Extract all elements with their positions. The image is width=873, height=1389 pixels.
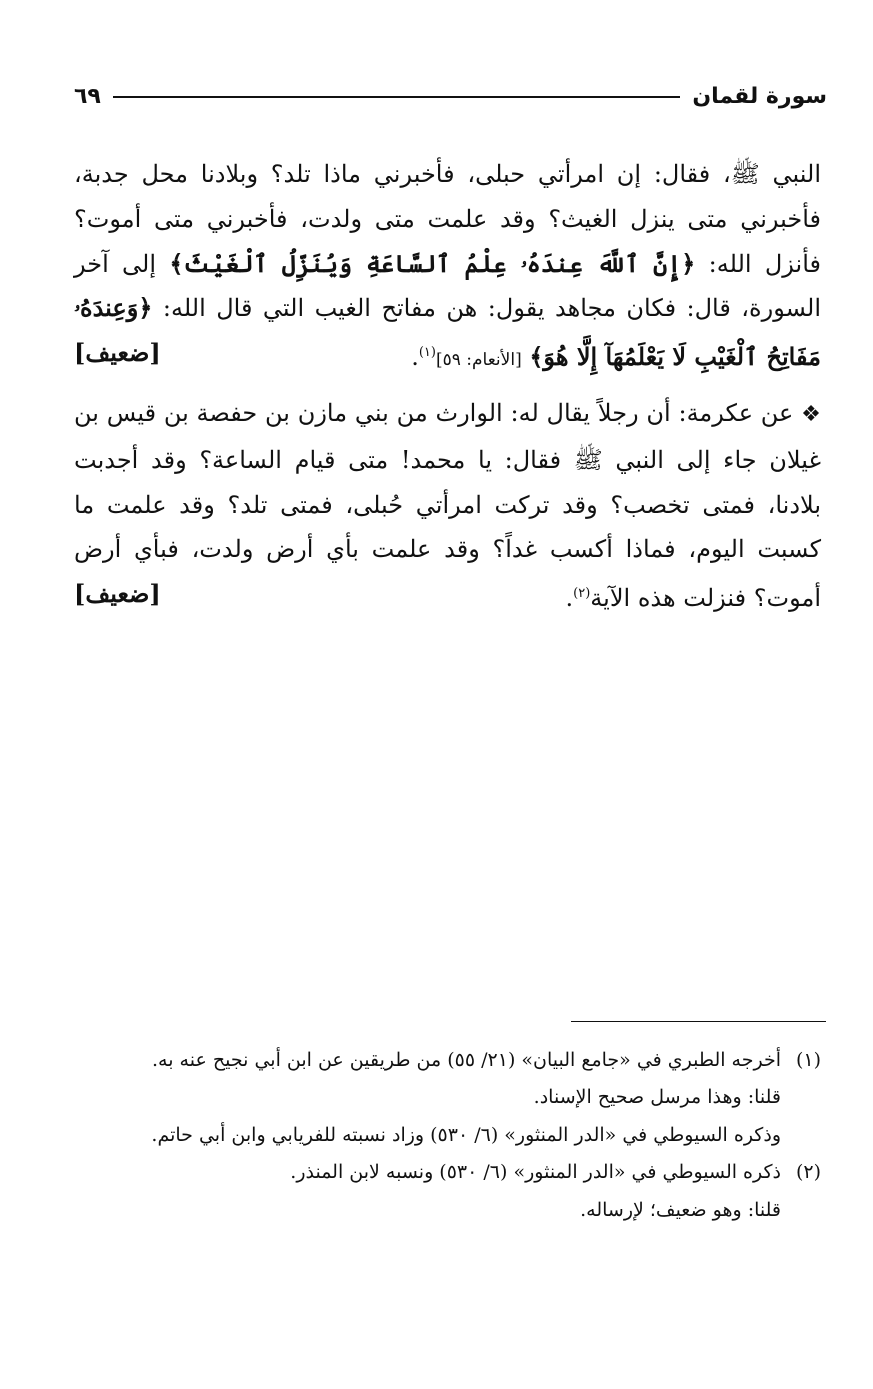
footnote-1-line-1 [74,1042,821,1079]
footnote-text: أخرجه الطبري في «جامع البيان» (٢١/ ٥٥) من طريقين عن ابن أبي نجيح عنه به. [152,1049,781,1071]
paragraph-1-text-2: إلى آخر السورة، قال: فكان مجاهد يقول: هن مفاتح الغيب التي قال الله: [74,249,822,323]
grade-badge-2: [ضعيف] [74,579,161,609]
diamond-bullet-icon: ❖ [801,401,821,427]
footnote-number-1: (١) [795,1049,821,1071]
footnote-1-line-2 [74,1079,821,1116]
paragraph-2: ❖ عن عكرمة: أن رجلاً يقال له: الوارث من بني مازن بن حفصة بن قيس بن غيلان جاء إلى النبي ﷺ فقال: يا محمد! متى قيام الساعة؟ وقد أجدبت بلادنا، فمتى تخصب؟ وقد تركت امرأتي حُبلى، فمتى تلد؟ وقد علمت ما كسبت اليوم، فماذا أكسب غداً؟ وقد علمت بأي أرض ولدت، فبأي أرض أموت؟ فنزلت هذه الآية$^{(٢)}$. [ضعيف] [74,391,821,621]
grade-badge-1: [ضعيف] [74,338,161,368]
paragraph-2-text: عن عكرمة: أن رجلاً يقال له: الوارث من بني مازن بن حفصة بن قيس بن غيلان جاء إلى النبي ﷺ فقال: يا محمد! متى قيام الساعة؟ وقد أجدبت بلادنا، فمتى تخصب؟ وقد تركت امرأتي حُبلى، فمتى تلد؟ وقد علمت ما كسبت اليوم، فماذا أكسب غداً؟ وقد علمت بأي أرض ولدت، فبأي أرض أموت؟ فنزلت هذه الآية [74,398,822,613]
surah-title: سورة لقمان [692,84,827,109]
footnote-text: قلنا: وهذا مرسل صحيح الإسناد. [533,1086,781,1109]
footnote-number-2: (٢) [795,1161,821,1184]
footnotes [74,1042,821,1229]
footnote-text: قلنا: وهو ضعيف؛ لإرساله. [580,1198,781,1221]
page-header [74,84,827,109]
verse-citation: [الأنعام: ٥٩] [435,350,522,371]
footnote-1-line-3 [74,1117,821,1154]
footnote-2-line-1 [74,1154,821,1191]
footnote-text: ذكره السيوطي في «الدر المنثور» (٦/ ٥٣٠) ونسبه لابن المنذر. [290,1161,781,1184]
footnote-2-line-2 [74,1192,821,1229]
paragraph-1-text: النبي ﷺ، فقال: إن امرأتي حبلى، فأخبرني ماذا تلد؟ وبلادنا محل جدبة، فأخبرني متى ينزل الغيث؟ وقد علمت متى ولدت، فأخبرني متى أموت؟ فأنزل الله: [74,160,821,278]
quran-verse-2: ﴿وَعِندَهُۥ مَفَاتِحُ ٱلْغَيْبِ لَا يَعْلَمُهَآ إِلَّا هُوَ﴾ [74,293,821,372]
paragraph-1: النبي ﷺ، فقال: إن امرأتي حبلى، فأخبرني ماذا تلد؟ وبلادنا محل جدبة، فأخبرني متى ينزل الغيث؟ وقد علمت متى ولدت، فأخبرني متى أموت؟ فأنزل الله: ﴿إِنَّ ٱللَّهَ عِندَهُۥ عِلْمُ ٱلسَّاعَةِ وَيُنَزِّلُ ٱلْغَيْثَ﴾ إلى آخر السورة، قال: فكان مجاهد يقول: هن مفاتح الغيب التي قال الله: ﴿وَعِندَهُۥ مَفَاتِحُ ٱلْغَيْبِ لَا يَعْلَمُهَآ إِلَّا هُوَ﴾ [الأنعام: ٥٩]$^{(١)}$. [ضعيف] [74,152,821,383]
main-text [74,152,821,621]
footnote-separator [571,1021,826,1022]
header-rule [113,96,681,98]
page-number: ٦٩ [74,84,101,109]
footnote-ref-2: (٢) [573,586,591,602]
quran-verse-1: ﴿إِنَّ ٱللَّهَ عِندَهُۥ عِلْمُ ٱلسَّاعَةِ وَيُنَزِّلُ ٱلْغَيْثَ﴾ [169,248,696,278]
footnote-ref-1: (١) [418,345,436,361]
footnote-text: وذكره السيوطي في «الدر المنثور» (٦/ ٥٣٠) وزاد نسبته للفريابي وابن أبي حاتم. [151,1123,781,1146]
